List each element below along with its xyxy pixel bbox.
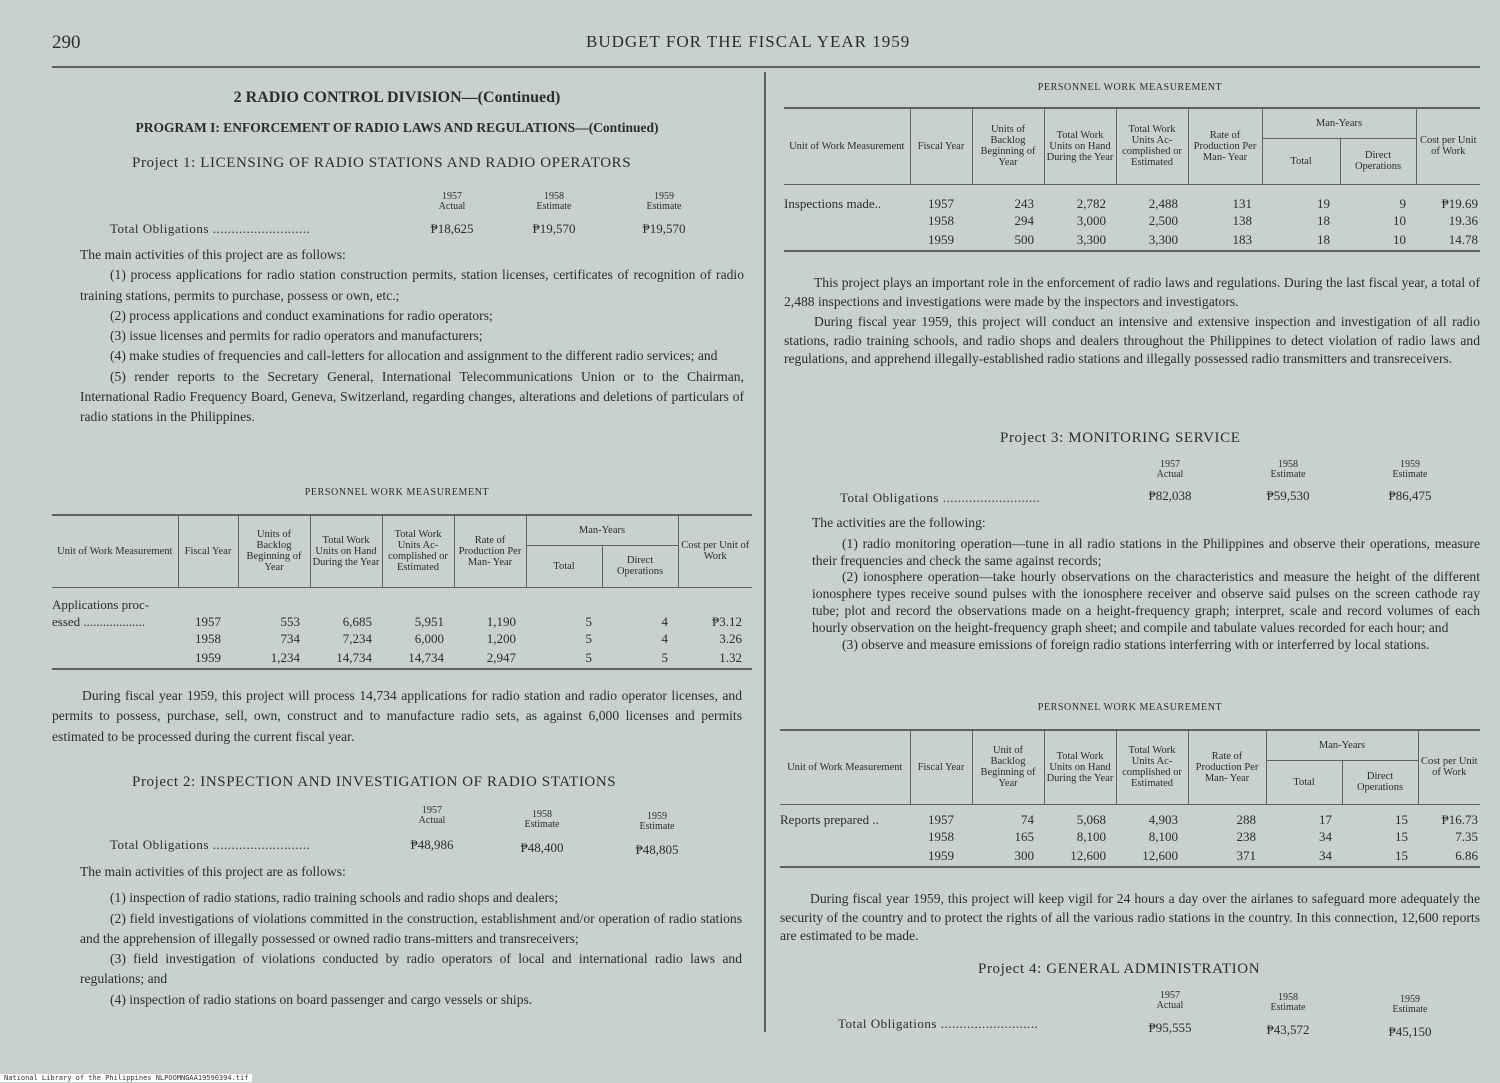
col-cost: Cost per Unit of Work [678, 515, 752, 587]
table-row: 1959 500 3,300 3,300 183 18 10 14.78 [928, 231, 1478, 247]
col-total: Total [1266, 760, 1342, 804]
p1-item-1: (1) process applications for radio station construction permits, station licenses, certificates of recognition of radio training stations, permits to purchase, possess or own, etc.; [80, 267, 744, 303]
unit-label: Applications proc- [52, 597, 150, 612]
p1-year-header-1959: 1959 Estimate [646, 191, 682, 212]
unit-label: essed ................... [52, 613, 146, 629]
col-man-years: Man-Years [1262, 108, 1416, 138]
table-row: essed ................... 1957 553 6,685 5,951 1,190 5 4 ₱3.12 [52, 613, 742, 629]
p1-item-2: (2) process applications and conduct examinations for radio operators; [110, 307, 493, 323]
col-backlog: Unit of Backlog Beginning of Year [972, 730, 1044, 804]
p1-total-obligations-label: Total Obligations .......................... [110, 221, 311, 236]
table-row: 1958 165 8,100 8,100 238 34 15 7.35 [928, 828, 1478, 844]
p3-item-1: (1) radio monitoring operation—tune in all radio stations in the Philippines and observe their operations, measure their frequencies and check the same against records; [812, 535, 1480, 568]
table-row: 1958 294 3,000 2,500 138 18 10 19.36 [928, 212, 1478, 228]
program-title: PROGRAM I: ENFORCEMENT OF RADIO LAWS AND REGULATIONS—(Continued) [135, 120, 659, 135]
p3-year-header-1957: 1957 Actual [1156, 459, 1184, 480]
p1-intro: The main activities of this project are as follows: [80, 247, 346, 262]
col-total-work: Total Work Units on Hand During the Year [1044, 730, 1116, 804]
p4-year-header-1959: 1959 Estimate [1392, 994, 1428, 1015]
p2-closing [784, 274, 1480, 369]
col-total: Total [1262, 138, 1340, 184]
p3-obligation-1958: ₱59,530 [1266, 488, 1310, 503]
col-accomplished: Total Work Units Ac- complished or Estimated [1116, 108, 1188, 184]
col-fiscal: Fiscal Year [910, 730, 972, 804]
col-fiscal: Fiscal Year [910, 108, 972, 184]
p4-obligation-1959: ₱45,150 [1388, 1024, 1432, 1039]
p2-obligation-1959: ₱48,805 [635, 842, 679, 857]
col-direct: Direct Operations [602, 545, 678, 587]
p1-year-header-1957: 1957 Actual [438, 191, 466, 212]
p2-work-table [784, 107, 1480, 252]
col-rate: Rate of Production Per Man- Year [454, 515, 526, 587]
running-head: BUDGET FOR THE FISCAL YEAR 1959 [586, 32, 911, 51]
col-unit: Unit of Work Measurement [784, 108, 910, 184]
col-fiscal: Fiscal Year [178, 515, 238, 587]
project4-title: Project 4: GENERAL ADMINISTRATION [978, 961, 1261, 977]
p2-item-1: (1) inspection of radio stations, radio training schools and radio shops and dealers; [110, 890, 559, 906]
p3-obligation-1959: ₱86,475 [1388, 488, 1432, 503]
p1-closing: During fiscal year 1959, this project will process 14,734 applications for radio station and radio operator licenses, and permits to possess, purchase, sell, own, construct and to manufacture radio sets, as against 6,000 licenses and permits estimated to be processed during the current fiscal year. [52, 688, 742, 744]
unit-label: Inspections made.. [784, 196, 882, 211]
p1-work-table [52, 514, 752, 670]
p2-total-obligations-label: Total Obligations .......................... [110, 837, 311, 852]
col-unit: Unit of Work Measurement [780, 730, 910, 804]
p3-year-header-1958: 1958 Estimate [1270, 459, 1306, 480]
footer-note: National Library of the Philippines NLPOOMNGAA19590394.tif [0, 1074, 252, 1082]
p3-obligation-1957: ₱82,038 [1148, 488, 1192, 503]
p2-item-4: (4) inspection of radio stations on board passenger and cargo vessels or ships. [110, 991, 533, 1007]
p3-activities [812, 515, 1480, 653]
p2-obligation-1958: ₱48,400 [520, 840, 564, 855]
col-backlog: Units of Backlog Beginning of Year [238, 515, 310, 587]
table-row: 1959 300 12,600 12,600 371 34 15 6.86 [928, 847, 1478, 863]
p2-year-header-1958: 1958 Estimate [524, 809, 560, 830]
p1-year-header-1958: 1958 Estimate [536, 191, 572, 212]
col-total-work: Total Work Units on Hand During the Year [1044, 108, 1116, 184]
p4-total-obligations-label: Total Obligations .......................... [838, 1016, 1039, 1031]
header-rule [52, 66, 1480, 68]
col-man-years: Man-Years [526, 515, 678, 545]
project2-title: Project 2: INSPECTION AND INVESTIGATION OF RADIO STATIONS [132, 774, 617, 790]
column-divider [764, 72, 766, 1032]
p2-activities [80, 862, 742, 1010]
page-number: 290 [52, 32, 81, 53]
project3-title: Project 3: MONITORING SERVICE [1000, 430, 1241, 446]
p3-item-3: (3) observe and measure emissions of foreign radio stations interferring with or interferred by local stations. [842, 636, 1430, 652]
p3-total-obligations-label: Total Obligations .......................... [840, 490, 1041, 505]
col-total: Total [526, 545, 602, 587]
p2-obligation-1957: ₱48,986 [410, 837, 454, 852]
project1-title: Project 1: LICENSING OF RADIO STATIONS AND RADIO OPERATORS [132, 155, 632, 171]
p3-intro: The activities are the following: [812, 515, 986, 530]
p4-obligation-1957: ₱95,555 [1148, 1020, 1192, 1035]
p4-year-header-1958: 1958 Estimate [1270, 992, 1306, 1013]
col-rate: Rate of Production Per Man- Year [1188, 108, 1262, 184]
col-total-work: Total Work Units on Hand During the Year [310, 515, 382, 587]
table-row: Inspections made.. 1957 243 2,782 2,488 131 19 9 ₱19.69 [784, 184, 1480, 212]
p4-year-header-1957: 1957 Actual [1156, 990, 1184, 1011]
p2-closing-2: During fiscal year 1959, this project will conduct an intensive and extensive inspection and investigation of all radio stations, radio training schools, and radio shops and dealers throughout the Philippines to detect violation of radio laws and regulations, and apprehend illegally-established radio stations and illegally possessed radio transmitters and transreceivers. [784, 314, 1480, 366]
table-row: 1958 734 7,234 6,000 1,200 5 4 3.26 [195, 630, 742, 646]
p1-obligation-1957: ₱18,625 [430, 221, 474, 236]
col-backlog: Units of Backlog Beginning of Year [972, 108, 1044, 184]
col-accomplished: Total Work Units Ac- complished or Estimated [382, 515, 454, 587]
col-unit: Unit of Work Measurement [52, 515, 178, 587]
p2-year-header-1957: 1957 Actual [418, 805, 446, 826]
p1-obligation-1958: ₱19,570 [532, 221, 576, 236]
p1-item-5: (5) render reports to the Secretary General, International Telecommunications Union or to the Chairman, International Radio Frequency Board, Geneva, Switzerland, regarding changes, alterations and deletions of particulars of radio stations in the Philippines. [80, 368, 744, 425]
p2-table-title: PERSONNEL WORK MEASUREMENT [1037, 82, 1223, 93]
col-rate: Rate of Production Per Man- Year [1188, 730, 1266, 804]
p3-item-2: (2) ionosphere operation—take hourly observations on the characteristics and measure the height of the different ionosphere types receive sound pulses with the ionosphere receiver and observe said pulses on the screen cathode ray tube; plot and record the observations made on a height-frequency graph; interpret, scale and record volumes of each hourly observation on the height-frequency graph sheet; and compile and tabulate values recorded for each hour; and [812, 569, 1480, 635]
p2-item-2: (2) field investigations of violations committed in the construction, establishment and/or operation of radio stations and the apprehension of illegally possessed or owned radio trans-mitters and transreceivers; [80, 910, 742, 946]
p1-activities [80, 245, 744, 428]
col-direct: Direct Operations [1342, 760, 1418, 804]
col-man-years: Man-Years [1266, 730, 1418, 760]
unit-label: Reports prepared .. [780, 812, 879, 827]
p3-year-header-1959: 1959 Estimate [1392, 459, 1428, 480]
p1-item-4: (4) make studies of frequencies and call-letters for allocation and assignment to the different radio services; and [110, 348, 718, 364]
p3-work-table [780, 729, 1480, 868]
col-cost: Cost per Unit of Work [1416, 108, 1480, 184]
p1-table-title: PERSONNEL WORK MEASUREMENT [304, 487, 490, 498]
p2-intro: The main activities of this project are as follows: [80, 864, 346, 879]
col-cost: Cost per Unit of Work [1418, 730, 1480, 804]
p2-closing-1: This project plays an important role in the enforcement of radio laws and regulations. During the last fiscal year, a total of 2,488 inspections and investigations were made by the inspectors and investigators. [784, 275, 1480, 309]
col-accomplished: Total Work Units Ac- complished or Estimated [1116, 730, 1188, 804]
p1-item-3: (3) issue licenses and permits for radio operators and manufacturers; [110, 328, 483, 344]
division-title: 2 RADIO CONTROL DIVISION—(Continued) [233, 89, 561, 106]
col-direct: Direct Operations [1340, 138, 1416, 184]
table-row: Reports prepared .. 1957 74 5,068 4,903 288 17 15 ₱16.73 [780, 804, 1480, 828]
p2-item-3: (3) field investigation of violations conducted by radio operators of local and international radio laws and regulations; and [80, 951, 742, 987]
p2-year-header-1959: 1959 Estimate [639, 811, 675, 832]
p1-obligation-1959: ₱19,570 [642, 221, 686, 236]
p4-obligation-1958: ₱43,572 [1266, 1022, 1310, 1037]
table-row: 1959 1,234 14,734 14,734 2,947 5 5 1.32 [195, 649, 742, 665]
p3-table-title: PERSONNEL WORK MEASUREMENT [1037, 702, 1223, 713]
p3-closing: During fiscal year 1959, this project will keep vigil for 24 hours a day over the airlanes to safeguard more adequately the security of the country and to protect the rights of all the various radio stations in the country. In this connection, 12,600 reports are estimated to be made. [780, 891, 1480, 943]
